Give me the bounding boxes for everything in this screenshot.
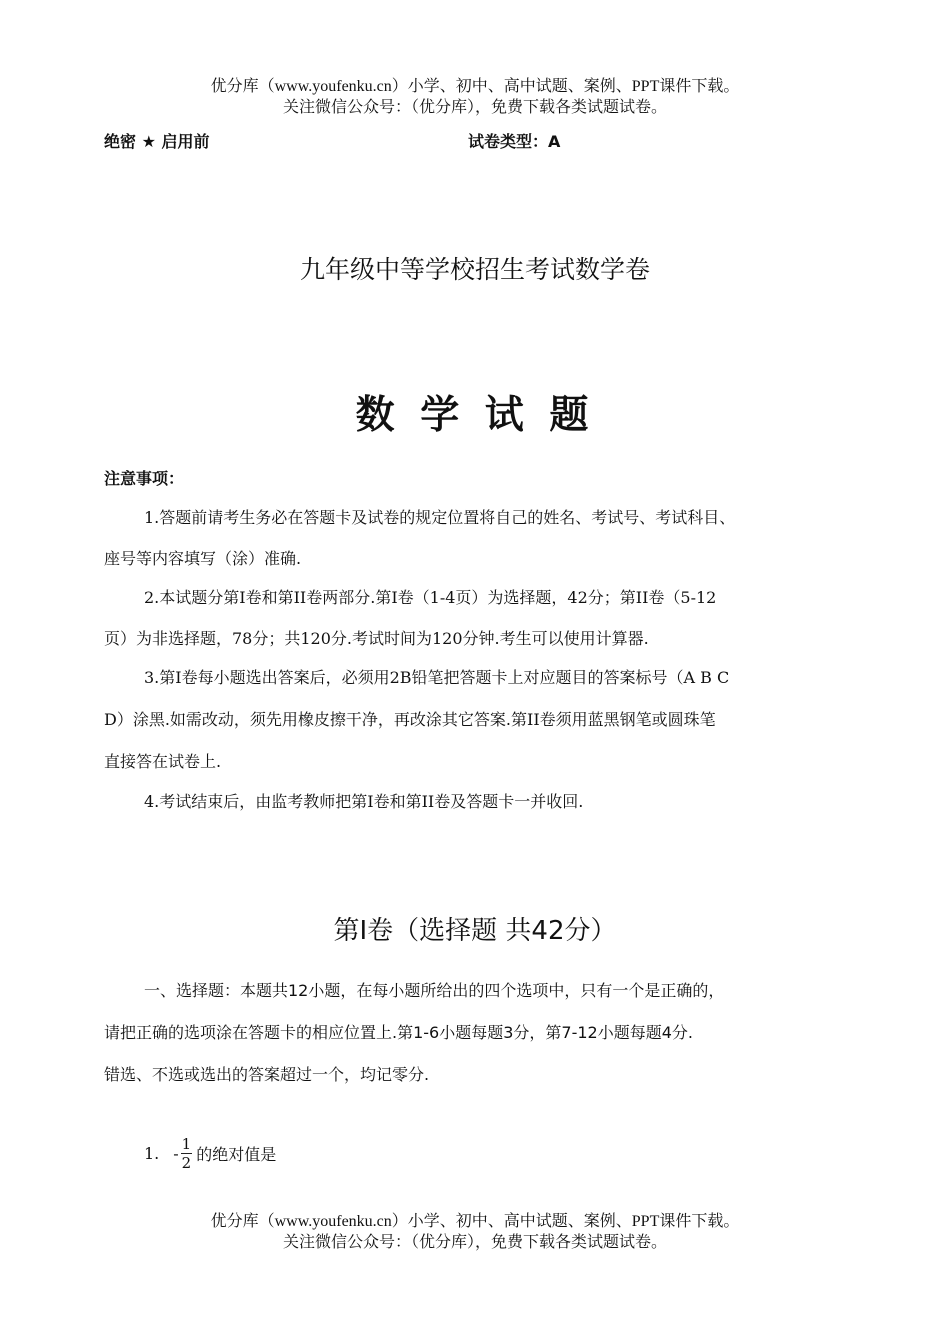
exam-title: 九年级中等学校招生考试数学卷 xyxy=(299,255,650,284)
fraction-numerator: 1 xyxy=(181,1134,192,1153)
section-title: 第I卷（选择题 共42分） xyxy=(333,916,617,946)
paper-type-label: 试卷类型：A xyxy=(468,132,561,151)
notice-line: 1.答题前请考生务必在答题卡及试卷的规定位置将自己的姓名、考试号、考试科目、 xyxy=(144,508,736,527)
instruction-line: 一、选择题：本题共12小题，在每小题所给出的四个选项中，只有一个是正确的， xyxy=(144,981,725,1000)
header-line-2: 关注微信公众号：（优分库），免费下载各类试题试卷。 xyxy=(282,99,667,116)
notice-line: 2.本试题分第I卷和第II卷两部分.第I卷（1-4页）为选择题，42分；第II卷（5-12 xyxy=(144,588,717,607)
footer-line-2: 关注微信公众号：（优分库），免费下载各类试题试卷。 xyxy=(282,1234,667,1251)
fraction-denominator: 2 xyxy=(181,1153,192,1172)
question-1 xyxy=(144,1128,276,1178)
question-sign: - xyxy=(173,1143,179,1163)
notice-line: 页）为非选择题，78分；共120分.考试时间为120分钟.考生可以使用计算器. xyxy=(104,629,649,648)
fraction xyxy=(181,1135,193,1172)
subject-title: 数 学 试 题 xyxy=(355,393,595,438)
secret-label: 绝密 ★ 启用前 xyxy=(104,132,210,151)
footer-line-1: 优分库（www.youfenku.cn）小学、初中、高中试题、案例、PPT课件下载。 xyxy=(210,1213,740,1230)
instruction-line: 请把正确的选项涂在答题卡的相应位置上.第1-6小题每题3分，第7-12小题每题4分. xyxy=(104,1023,693,1042)
notice-line: 3.第I卷每小题选出答案后，必须用2B铅笔把答题卡上对应题目的答案标号（A B C xyxy=(144,668,730,687)
question-text: 的绝对值是 xyxy=(196,1144,277,1164)
question-number: 1. xyxy=(144,1143,160,1163)
header-line-1: 优分库（www.youfenku.cn）小学、初中、高中试题、案例、PPT课件下载。 xyxy=(210,78,740,95)
notice-line: 直接答在试卷上. xyxy=(104,752,222,771)
notice-line: D）涂黑.如需改动，须先用橡皮擦干净，再改涂其它答案.第II卷须用蓝黑钢笔或圆珠笔 xyxy=(104,710,716,729)
instruction-line: 错选、不选或选出的答案超过一个，均记零分. xyxy=(104,1065,430,1084)
notice-heading: 注意事项： xyxy=(104,469,185,488)
notice-line: 座号等内容填写（涂）准确. xyxy=(104,549,302,568)
notice-line: 4.考试结束后，由监考教师把第I卷和第II卷及答题卡一并收回. xyxy=(144,792,584,811)
